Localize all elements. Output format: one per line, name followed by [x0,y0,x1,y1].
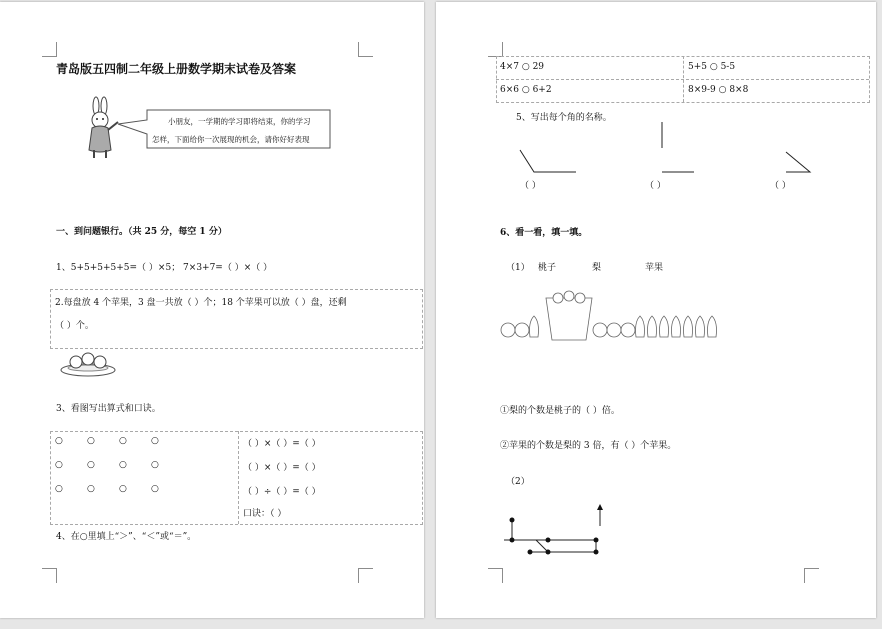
margin-mark [804,568,819,583]
document-page-2 [436,2,876,618]
question-5: 5、写出每个角的名称。 [516,113,612,123]
apple-plate-illustration [60,350,116,378]
question-6-1-label: （1） [506,263,530,273]
circle-shape: ○ [119,436,127,446]
circle-shape: ○ [87,484,95,494]
question-2-cont: （ ）个。 [55,321,94,331]
comparison-item: 4×7 ○ 29 [500,62,545,72]
acute-angle-figure [784,150,824,176]
circle-shape: ○ [151,484,159,494]
table-divider [496,79,869,80]
circle-shape: ○ [151,436,159,446]
question-1: 1、5+5+5+5+5=（ ）×5； 7×3+7=（ ）×（ ） [56,263,273,273]
circle-shape: ○ [87,436,95,446]
question-3: 3、看图写出算式和口诀。 [56,404,161,414]
question-6-1a: ①梨的个数是桃子的（ ）倍。 [500,406,620,416]
question-4: 4、在○里填上“＞”、“＜”或“＝”。 [56,532,197,542]
koujue-line: 口诀：（ ） [243,509,287,519]
fruit-label-pear: 梨 [592,263,602,273]
equation-row: （ ）×（ ）=（ ） [243,439,321,449]
angle-answer-blank: （ ） [645,181,666,191]
margin-mark [488,568,503,583]
question-6-1b: ②苹果的个数是梨的 3 倍，有（ ）个苹果。 [500,441,677,451]
fruit-label-peach: 桃子 [538,263,557,273]
circle-shape: ○ [119,484,127,494]
margin-mark [42,568,57,583]
margin-mark [42,42,57,57]
comparison-item: 8×9-9 ○ 8×8 [688,85,749,95]
route-map-figure [500,504,610,566]
circle-shape: ○ [119,460,127,470]
obtuse-angle-figure [518,148,578,176]
circle-shape: ○ [87,460,95,470]
section-1-heading: 一、到问题银行。（共 25 分，每空 1 分） [56,227,227,237]
fruit-illustration [500,292,730,342]
circle-shape: ○ [55,460,63,470]
right-angle-figure [658,120,698,176]
margin-mark [358,568,373,583]
circle-shape: ○ [55,436,63,446]
angle-answer-blank: （ ） [770,181,791,191]
table-divider [238,431,239,524]
bubble-text: 怎样，下面给你一次展现的机会，请你好好表现 [152,135,310,144]
bubble-text: 小朋友，一学期的学习即将结束，你的学习 [168,117,311,126]
question-6: 6、看一看，填一填。 [500,228,588,238]
speech-bubble [116,108,334,152]
question-3-table [50,431,423,525]
margin-mark [488,42,503,57]
exam-title: 青岛版五四制二年级上册数学期末试卷及答案 [56,62,297,76]
equation-row: （ ）÷（ ）=（ ） [243,487,321,497]
comparison-item: 6×6 ○ 6+2 [500,85,552,95]
circle-shape: ○ [55,484,63,494]
margin-mark [358,42,373,57]
equation-row: （ ）×（ ）=（ ） [243,463,321,473]
fruit-label-apple: 苹果 [645,263,664,273]
question-2: 2.每盘放 4 个苹果，3 盘一共放（ ）个；18 个苹果可以放（ ）盘，还剩 [55,298,347,308]
angle-answer-blank: （ ） [520,181,541,191]
document-page-1 [0,2,424,618]
circle-shape: ○ [151,460,159,470]
comparison-item: 5+5 ○ 5-5 [688,62,736,72]
question-6-2-label: （2） [506,477,530,487]
